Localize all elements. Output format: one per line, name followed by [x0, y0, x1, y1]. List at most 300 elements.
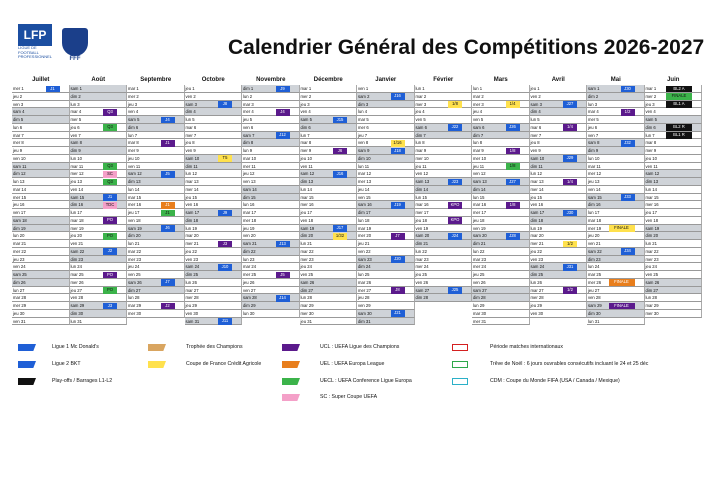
day-cell: jeu 3 [645, 101, 703, 109]
day-cell: mar 6 [185, 124, 243, 132]
day-cell: lun 1 [472, 85, 530, 93]
day-cell: sam 27 [415, 287, 473, 295]
day-cell: ven 16 [530, 201, 588, 209]
day-cell: mar 13 [185, 178, 243, 186]
day-cell: ven 10 [12, 155, 70, 163]
day-cell: jeu 10 [300, 155, 358, 163]
day-cell: mer 31 [472, 318, 530, 326]
day-cell: mer 23 [127, 256, 185, 264]
day-cell: lun 14 [300, 186, 358, 194]
day-cell: jeu 15 [185, 194, 243, 202]
event-badge: 1/2 [563, 287, 577, 294]
day-cell: lun 30 [242, 310, 300, 318]
day-cell: mar 3 [242, 101, 300, 109]
day-cell: dim 30 [70, 310, 128, 318]
event-badge: J15 [333, 117, 347, 124]
day-cell: lun 5 [185, 116, 243, 124]
day-cell: dim 28 [472, 294, 530, 302]
day-cell: mar 17 [242, 209, 300, 217]
event-badge: FINALE [609, 279, 635, 286]
day-cell: mer 29 [12, 302, 70, 310]
event-badge: FINALE [666, 93, 692, 100]
event-badge: FINALE [609, 225, 635, 232]
day-cell: mar 1 [127, 85, 185, 93]
day-cell: jeu 28 [357, 294, 415, 302]
day-cell: mar 11 [587, 163, 645, 171]
day-cell: sam 12 [127, 170, 185, 178]
day-cell: jeu 5 [242, 116, 300, 124]
event-badge: J9 [276, 86, 290, 93]
day-cell: dim 6 [645, 124, 703, 132]
day-cell: sam 6 [472, 124, 530, 132]
day-cell: jeu 22 [530, 248, 588, 256]
day-cell: dim 31 [357, 318, 415, 326]
day-cell: sam 3 [530, 101, 588, 109]
event-badge: J2 [103, 248, 117, 255]
day-cell: jeu 12 [242, 170, 300, 178]
day-cell: mer 7 [530, 132, 588, 140]
event-badge: BL1 R [666, 132, 692, 139]
month-header: Août [91, 77, 106, 83]
event-badge: Q3 [103, 163, 117, 170]
day-cell: lun 7 [300, 132, 358, 140]
day-cell: dim 14 [472, 186, 530, 194]
day-cell: dim 13 [645, 178, 703, 186]
lfp-logo-mark: LFP [18, 24, 52, 46]
day-cell: mer 2 [645, 93, 703, 101]
day-cell: mer 6 [357, 124, 415, 132]
legend-label: CDM : Coupe du Monde FIFA (USA / Canada / Mexique) [490, 378, 620, 384]
day-cell: sam 24 [530, 263, 588, 271]
day-cell: ven 18 [645, 217, 703, 225]
day-cell: dim 21 [415, 240, 473, 248]
event-badge: J28 [506, 233, 520, 240]
legend-label: Coupe de France Crédit Agricole [186, 361, 262, 367]
event-badge: 1/16 [391, 140, 405, 147]
month-header: Janvier [375, 77, 397, 83]
lfp-logo-text: LIGUE DE FOOTBALL PROFESSIONNEL [18, 45, 53, 59]
event-badge: J5 [276, 272, 290, 279]
day-cell: mer 9 [645, 147, 703, 155]
day-cell: dim 14 [415, 186, 473, 194]
day-cell: dim 20 [127, 232, 185, 240]
day-cell: mar 20 [185, 232, 243, 240]
day-cell: sam 12 [300, 170, 358, 178]
event-badge: 1/8 [506, 202, 520, 209]
month-header: Mars [493, 77, 508, 83]
day-cell: jeu 20 [70, 232, 128, 240]
day-cell: dim 21 [472, 240, 530, 248]
day-cell: dim 13 [127, 178, 185, 186]
day-cell: mer 2 [127, 93, 185, 101]
event-badge: J22 [448, 124, 462, 131]
day-cell: dim 12 [12, 170, 70, 178]
event-badge: 1/2 [563, 241, 577, 248]
day-cell: lun 21 [300, 240, 358, 248]
legend-swatch [282, 344, 300, 351]
day-cell: ven 21 [70, 240, 128, 248]
day-cell: lun 22 [472, 248, 530, 256]
day-cell: dim 18 [530, 217, 588, 225]
day-cell: ven 19 [472, 225, 530, 233]
day-cell: ven 25 [300, 271, 358, 279]
day-cell: dim 6 [300, 124, 358, 132]
day-cell: jeu 1 [185, 85, 243, 93]
day-cell: mer 12 [70, 170, 128, 178]
day-cell: sam 23 [357, 256, 415, 264]
month-header: Juillet [32, 77, 50, 83]
day-cell: mar 8 [645, 139, 703, 147]
day-cell: mer 3 [472, 101, 530, 109]
day-cell: sam 9 [357, 147, 415, 155]
legend-swatch [282, 378, 300, 385]
day-cell: mar 2 [472, 93, 530, 101]
month-header: Septembre [140, 77, 172, 83]
day-cell: sam 5 [300, 116, 358, 124]
day-cell: mar 9 [415, 147, 473, 155]
day-cell: jeu 31 [300, 318, 358, 326]
day-cell: mar 13 [530, 178, 588, 186]
day-cell: jeu 19 [242, 225, 300, 233]
day-cell: jeu 17 [300, 209, 358, 217]
day-cell: mer 20 [357, 232, 415, 240]
day-cell: lun 15 [472, 194, 530, 202]
day-cell: ven 13 [242, 178, 300, 186]
day-cell: dim 17 [357, 209, 415, 217]
month-header: Mai [610, 77, 621, 83]
day-cell: mar 7 [12, 132, 70, 140]
day-cell: lun 17 [70, 209, 128, 217]
event-badge: J12 [276, 132, 290, 139]
day-cell: mar 16 [415, 201, 473, 209]
day-cell: jeu 14 [357, 186, 415, 194]
day-cell: dim 20 [645, 232, 703, 240]
legend-swatch [18, 378, 36, 385]
legend-label: Ligue 2 BKT [52, 361, 81, 367]
event-badge: J17 [333, 225, 347, 232]
event-badge: J9 [218, 210, 232, 217]
event-badge: KPO [448, 202, 462, 209]
day-cell: lun 23 [242, 256, 300, 264]
day-cell: ven 9 [530, 147, 588, 155]
day-cell: sam 15 [70, 194, 128, 202]
legend-label: UCL : UEFA Ligue des Champions [320, 344, 400, 350]
day-cell: dim 4 [530, 108, 588, 116]
day-cell: ven 2 [185, 93, 243, 101]
legend-label: Play-offs / Barrages L1-L2 [52, 378, 113, 384]
day-cell: jeu 15 [530, 194, 588, 202]
day-cell: sam 20 [415, 232, 473, 240]
day-cell: sam 5 [127, 116, 185, 124]
day-cell: jeu 18 [415, 217, 473, 225]
day-cell: mer 21 [530, 240, 588, 248]
day-cell: mar 22 [645, 248, 703, 256]
day-cell: jeu 10 [645, 155, 703, 163]
event-badge: J5 [161, 171, 175, 178]
day-cell: dim 30 [587, 310, 645, 318]
day-cell: dim 16 [587, 201, 645, 209]
event-badge: J30 [563, 210, 577, 217]
day-cell: ven 3 [12, 101, 70, 109]
day-cell: jeu 29 [185, 302, 243, 310]
event-badge: J7 [161, 279, 175, 286]
day-cell: sam 26 [645, 279, 703, 287]
day-cell: mer 8 [12, 139, 70, 147]
day-cell: mar 21 [12, 240, 70, 248]
event-badge: 1/4 [506, 101, 520, 108]
day-cell: sam 16 [357, 201, 415, 209]
event-badge: J24 [448, 233, 462, 240]
day-cell: ven 23 [185, 256, 243, 264]
day-cell: dim 13 [300, 178, 358, 186]
day-cell: sam 11 [12, 163, 70, 171]
event-badge: J13 [276, 241, 290, 248]
month-header: Octobre [201, 77, 225, 83]
day-cell: dim 26 [12, 279, 70, 287]
event-badge: KPO [448, 217, 462, 224]
day-cell: jeu 26 [242, 279, 300, 287]
day-cell: dim 28 [415, 294, 473, 302]
event-badge: TDC [103, 202, 117, 209]
event-badge: 1/4 [563, 179, 577, 186]
day-cell: mar 1 [645, 85, 703, 93]
event-badge: J2 [161, 303, 175, 310]
event-badge: J6 [333, 148, 347, 155]
day-cell: jeu 21 [357, 240, 415, 248]
day-cell: mer 10 [472, 155, 530, 163]
day-cell: mar 4 [587, 108, 645, 116]
day-cell: sam 31 [185, 318, 243, 326]
day-cell: jeu 30 [12, 310, 70, 318]
day-cell: sam 22 [587, 248, 645, 256]
day-cell: jeu 2 [12, 93, 70, 101]
month-header: Novembre [256, 77, 286, 83]
event-badge: J19 [391, 202, 405, 209]
day-cell: sam 19 [127, 225, 185, 233]
day-cell: ven 4 [645, 108, 703, 116]
event-badge: J14 [276, 295, 290, 302]
day-cell: jeu 3 [127, 101, 185, 109]
day-cell: mer 5 [587, 116, 645, 124]
day-cell: sam 13 [415, 178, 473, 186]
day-cell: lun 8 [472, 139, 530, 147]
day-cell: jeu 4 [415, 108, 473, 116]
event-badge: PO [103, 287, 117, 294]
month-header: Février [433, 77, 454, 83]
day-cell: ven 25 [127, 271, 185, 279]
event-badge: Q3 [103, 109, 117, 116]
event-badge: J27 [506, 179, 520, 186]
day-cell: lun 19 [185, 225, 243, 233]
event-badge: Q3 [103, 124, 117, 131]
day-cell: lun 28 [127, 294, 185, 302]
day-cell: ven 15 [357, 194, 415, 202]
day-cell: dim 16 [70, 201, 128, 209]
day-cell: lun 17 [587, 209, 645, 217]
event-badge: J1 [161, 202, 175, 209]
day-cell: dim 25 [530, 271, 588, 279]
day-cell: lun 24 [587, 263, 645, 271]
day-cell: sam 2 [357, 93, 415, 101]
day-cell: sam 8 [70, 139, 128, 147]
event-badge: J31 [563, 264, 577, 271]
event-badge: J11 [218, 318, 232, 325]
day-cell: mer 11 [242, 163, 300, 171]
day-cell: ven 26 [472, 279, 530, 287]
day-cell: lun 20 [12, 232, 70, 240]
event-badge: 1/2 [621, 109, 635, 116]
day-cell: mar 26 [357, 279, 415, 287]
day-cell: mer 21 [185, 240, 243, 248]
event-badge: J34 [621, 248, 635, 255]
day-cell: ven 25 [645, 271, 703, 279]
event-badge: 1/8 [506, 163, 520, 170]
day-cell: sam 22 [70, 248, 128, 256]
day-cell: ven 12 [472, 170, 530, 178]
day-cell: dim 23 [70, 256, 128, 264]
day-cell: dim 5 [12, 116, 70, 124]
day-cell: mer 18 [242, 217, 300, 225]
day-cell: jeu 23 [12, 256, 70, 264]
day-cell: lun 16 [242, 201, 300, 209]
event-badge: T5 [218, 155, 232, 162]
day-cell: mar 1 [300, 85, 358, 93]
event-badge: J23 [448, 179, 462, 186]
fff-logo-text: FFF [69, 56, 81, 62]
day-cell: sam 8 [587, 139, 645, 147]
day-cell: mar 25 [587, 271, 645, 279]
day-cell: ven 18 [300, 217, 358, 225]
event-badge: J29 [563, 155, 577, 162]
event-badge: J3 [218, 241, 232, 248]
day-cell: mer 14 [185, 186, 243, 194]
day-cell: dim 2 [70, 93, 128, 101]
day-cell: sam 7 [242, 132, 300, 140]
fff-logo [60, 28, 90, 66]
event-badge: J6 [161, 225, 175, 232]
day-cell: jeu 27 [587, 287, 645, 295]
day-cell: ven 12 [415, 170, 473, 178]
day-cell: mar 29 [300, 302, 358, 310]
day-cell: dim 11 [185, 163, 243, 171]
day-cell: lun 7 [645, 132, 703, 140]
day-cell: jeu 25 [415, 271, 473, 279]
day-cell: mer 27 [357, 287, 415, 295]
day-cell: sam 24 [185, 263, 243, 271]
day-cell: ven 28 [70, 294, 128, 302]
day-cell: lun 11 [357, 163, 415, 171]
day-cell: mer 24 [415, 263, 473, 271]
day-cell: sam 14 [242, 186, 300, 194]
day-cell: sam 15 [587, 194, 645, 202]
event-badge: J4 [161, 117, 175, 124]
day-cell: sam 1 [70, 85, 128, 93]
day-cell: mer 14 [530, 186, 588, 194]
day-cell: ven 22 [357, 248, 415, 256]
day-cell: sam 3 [185, 101, 243, 109]
day-cell: jeu 17 [127, 209, 185, 217]
event-badge: J21 [391, 310, 405, 317]
legend-swatch [18, 361, 36, 368]
day-cell: ven 11 [127, 163, 185, 171]
event-badge: J1 [103, 194, 117, 201]
legend-swatch [148, 361, 166, 368]
day-cell: ven 30 [185, 310, 243, 318]
day-cell: mer 13 [357, 178, 415, 186]
day-cell: lun 1 [415, 85, 473, 93]
day-cell: mer 2 [300, 93, 358, 101]
day-cell: mer 16 [300, 201, 358, 209]
event-badge: J1 [161, 210, 175, 217]
day-cell: jeu 24 [645, 263, 703, 271]
day-cell: mer 9 [127, 147, 185, 155]
event-badge: PO [103, 272, 117, 279]
day-cell: ven 24 [12, 263, 70, 271]
day-cell: lun 15 [415, 194, 473, 202]
day-cell: mar 15 [645, 194, 703, 202]
day-cell: lun 9 [242, 147, 300, 155]
day-cell: sam 6 [415, 124, 473, 132]
day-cell: mar 30 [472, 310, 530, 318]
day-cell: mer 30 [127, 310, 185, 318]
day-cell: lun 19 [530, 225, 588, 233]
day-cell: lun 25 [357, 271, 415, 279]
day-cell: dim 9 [587, 147, 645, 155]
day-cell: dim 7 [472, 132, 530, 140]
day-cell: mer 15 [12, 194, 70, 202]
day-cell: jeu 1 [530, 85, 588, 93]
day-cell: lun 21 [127, 240, 185, 248]
day-cell: lun 3 [587, 101, 645, 109]
day-cell: mar 20 [530, 232, 588, 240]
event-badge: J20 [391, 256, 405, 263]
day-cell: mer 26 [587, 279, 645, 287]
day-cell: mar 29 [645, 302, 703, 310]
day-cell: sam 17 [185, 209, 243, 217]
legend-label: SC : Super Coupe UEFA [320, 394, 378, 400]
day-cell: lun 10 [70, 155, 128, 163]
day-cell: mer 12 [587, 170, 645, 178]
day-cell: mer 3 [415, 101, 473, 109]
day-cell: jeu 13 [587, 178, 645, 186]
event-badge: 1/4 [563, 124, 577, 131]
day-cell: lun 21 [645, 240, 703, 248]
day-cell: lun 14 [645, 186, 703, 194]
day-cell: lun 3 [70, 101, 128, 109]
day-cell: ven 5 [472, 116, 530, 124]
day-cell: ven 23 [530, 256, 588, 264]
day-cell: sam 19 [300, 225, 358, 233]
day-cell: dim 6 [127, 124, 185, 132]
day-cell: mar 18 [587, 217, 645, 225]
day-cell: ven 5 [415, 116, 473, 124]
day-cell: mar 8 [300, 139, 358, 147]
page-title: Calendrier Général des Compétitions 2026-2027 [228, 36, 705, 59]
day-cell: mer 19 [70, 225, 128, 233]
day-cell: dim 11 [530, 163, 588, 171]
day-cell: ven 26 [415, 279, 473, 287]
legend-label: Trêve de Noël : 6 jours ouvrables consécutifs incluant le 24 et 25 déc [490, 361, 649, 367]
day-cell: sam 29 [70, 302, 128, 310]
event-badge: J33 [621, 194, 635, 201]
day-cell: sam 12 [645, 170, 703, 178]
day-cell: dim 1 [242, 85, 300, 93]
day-cell: jeu 22 [185, 248, 243, 256]
day-cell: ven 7 [587, 132, 645, 140]
legend-label: UEL : UEFA Europa League [320, 361, 385, 367]
day-cell: sam 30 [357, 310, 415, 318]
legend-label: Période matches internationaux [490, 344, 563, 350]
